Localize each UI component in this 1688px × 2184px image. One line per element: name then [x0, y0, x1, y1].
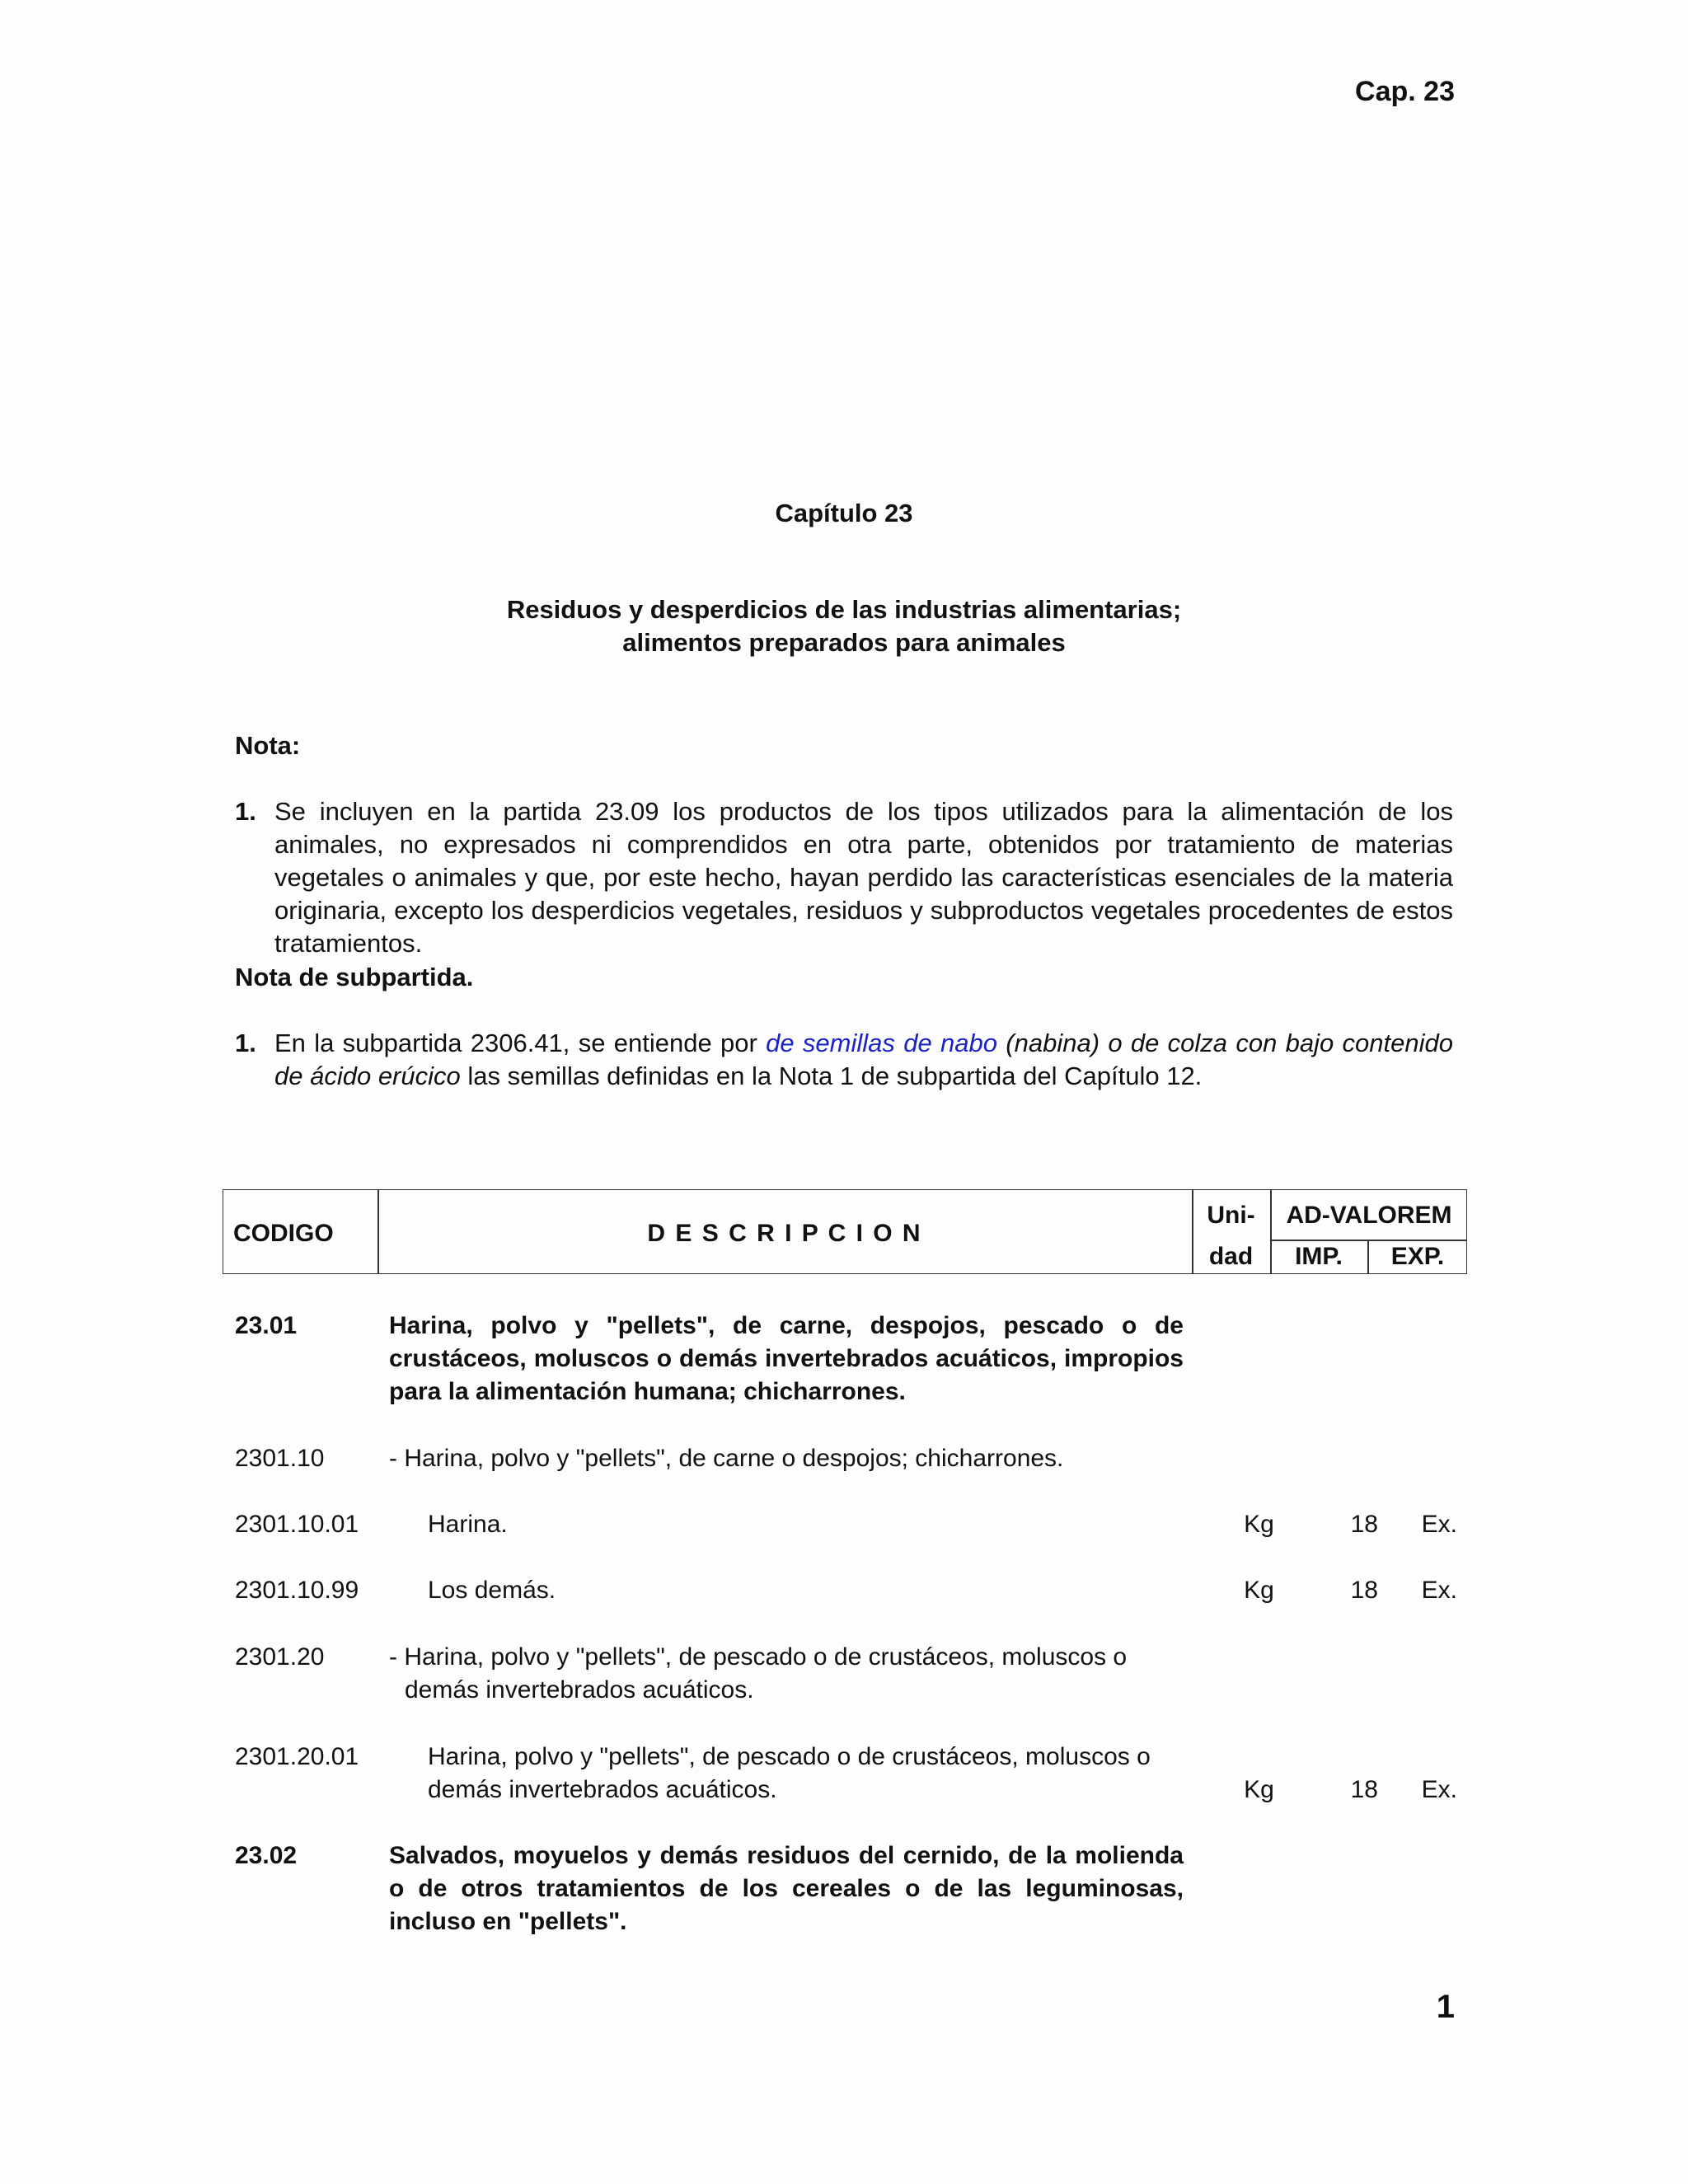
- subnote-number: 1.: [235, 1029, 256, 1057]
- header-imp: IMP.: [1295, 1243, 1343, 1270]
- header-unidad-bottom: dad: [1208, 1243, 1254, 1270]
- header-unidad-top: Uni-: [1207, 1202, 1255, 1229]
- row-description-line1: Harina, polvo y "pellets", de pescado o de crustáceos, moluscos o: [428, 1743, 1151, 1770]
- row-unit: Kg: [1244, 1776, 1274, 1803]
- row-exp: Ex.: [1421, 1577, 1457, 1604]
- row-description: Harina.: [428, 1511, 508, 1538]
- row-code: 23.02: [235, 1842, 298, 1869]
- chapter-label: Cap. 23: [1355, 76, 1455, 107]
- row-code: 2301.10: [235, 1445, 325, 1472]
- row-code: 2301.10.99: [235, 1577, 359, 1604]
- notes-heading: Nota:: [235, 731, 301, 760]
- subnote-text-part4: las semillas definidas en la Nota 1 de subpartida del Capítulo 12.: [460, 1062, 1203, 1090]
- row-exp: Ex.: [1421, 1511, 1457, 1538]
- header-advalorem: AD-VALOREM: [1286, 1202, 1452, 1229]
- header-exp: EXP.: [1390, 1243, 1445, 1270]
- row-unit: Kg: [1244, 1577, 1274, 1604]
- subnote-text-italic: (nabina) o de colza con bajo contenido de ácido erúcico: [274, 1029, 1453, 1090]
- header-descripcion: D E S C R I P C I O N: [647, 1220, 922, 1247]
- header-codigo: CODIGO: [233, 1220, 334, 1247]
- row-description-line2: demás invertebrados acuáticos.: [405, 1676, 754, 1704]
- row-description: Salvados, moyuelos y demás residuos del cernido, de la molienda o de otros tratamientos de los cereales o de las leguminosas, incluso en "pellets".: [389, 1842, 1184, 1935]
- note-text: Se incluyen en la partida 23.09 los productos de los tipos utilizados para la alimentación de los animales, no expresados ni comprendidos en otra parte, obtenidos por tratamiento de materias vegetales o animales y que, por este hecho, hayan perdido las características esenciales de la materia originaria, excepto los desperdicios vegetales, residuos y subproductos vegetales procedentes de estos tratamientos.: [274, 797, 1453, 958]
- chapter-subtitle: [0, 593, 1688, 659]
- row-description: - Harina, polvo y "pellets", de carne o despojos; chicharrones.: [389, 1445, 1064, 1472]
- row-description-line2: demás invertebrados acuáticos.: [428, 1776, 777, 1803]
- row-imp: 18: [1350, 1511, 1378, 1538]
- subnote-link-text[interactable]: de semillas de nabo: [766, 1029, 997, 1057]
- row-imp: 18: [1350, 1577, 1378, 1604]
- chapter-subtitle-line1: Residuos y desperdicios de las industrias alimentarias;: [506, 595, 1182, 624]
- row-description: Harina, polvo y "pellets", de carne, despojos, pescado o de crustáceos, moluscos o demás invertebrados acuáticos, impropios para la alimentación humana; chicharrones.: [389, 1312, 1184, 1405]
- row-code: 2301.20: [235, 1643, 325, 1671]
- subnotes-heading: Nota de subpartida.: [235, 963, 474, 991]
- subnote-text: [274, 1027, 1453, 1093]
- row-imp: 18: [1350, 1776, 1378, 1803]
- subnote-text-part1: En la subpartida 2306.41, se entiende por: [274, 1029, 767, 1057]
- table-header: [223, 1189, 1467, 1274]
- page-number: 1: [1436, 1989, 1455, 2025]
- row-code: 2301.20.01: [235, 1743, 359, 1770]
- row-description-line1: - Harina, polvo y "pellets", de pescado o de crustáceos, moluscos o: [389, 1643, 1128, 1671]
- chapter-title: Capítulo 23: [775, 499, 913, 527]
- row-description: Los demás.: [428, 1577, 556, 1604]
- note-number: 1.: [235, 797, 256, 826]
- row-exp: Ex.: [1421, 1776, 1457, 1803]
- row-unit: Kg: [1244, 1511, 1274, 1538]
- chapter-subtitle-line2: alimentos preparados para animales: [622, 628, 1066, 657]
- row-code: 23.01: [235, 1312, 298, 1339]
- row-code: 2301.10.01: [235, 1511, 359, 1538]
